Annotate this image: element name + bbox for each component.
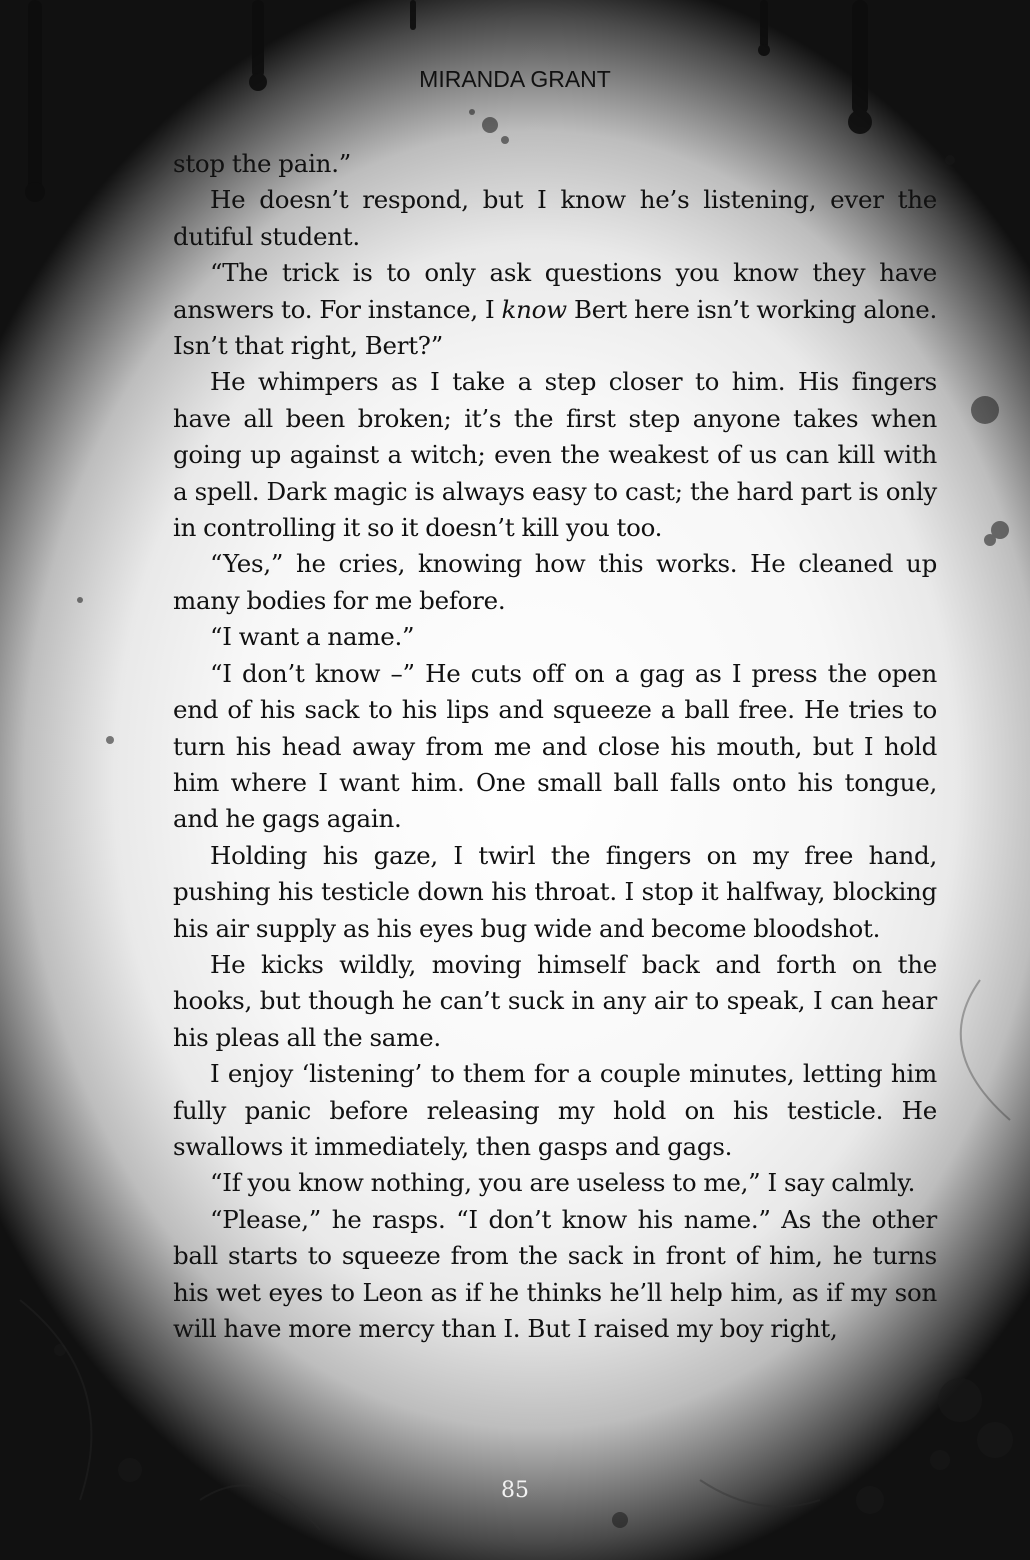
running-header-author: MIRANDA GRANT bbox=[419, 66, 611, 92]
body-text bbox=[173, 146, 937, 1347]
paragraph: He whimpers as I take a step closer to him. His fingers have all been broken; it’s the first step anyone takes when going up against a witch; even the weakest of us can kill with a spell. Dark magic is always easy to cast; the hard part is only in controlling it so it doesn’t kill you too. bbox=[173, 367, 937, 543]
paragraph: I enjoy ‘listening’ to them for a couple minutes, letting him fully panic before releasing my hold on his testicle. He swallows it immediately, then gasps and gags. bbox=[173, 1059, 937, 1161]
emphasized-word: know bbox=[501, 294, 567, 324]
paragraph: “Please,” he rasps. “I don’t know his name.” As the other ball starts to squeeze from the sack in front of him, he turns his wet eyes to Leon as if he thinks he’ll help him, as if my son will have more mercy than I. But I raised my boy right, bbox=[173, 1204, 937, 1343]
paragraph-text: “The trick is to only ask questions you know they have answers to. For instance, I bbox=[173, 258, 937, 324]
paragraph: He kicks wildly, moving himself back and forth on the hooks, but though he can’t suck in any air to speak, I can hear his pleas all the same. bbox=[173, 949, 937, 1052]
paragraph: “Yes,” he cries, knowing how this works. He cleaned up many bodies for me before. bbox=[173, 549, 937, 615]
paragraph: “If you know nothing, you are useless to me,” I say calmly. bbox=[210, 1168, 916, 1198]
paragraph-text: Bert here isn’t working alone. Isn’t that right, Bert?” bbox=[173, 294, 937, 361]
paragraph bbox=[173, 255, 937, 364]
paragraph: He doesn’t respond, but I know he’s listening, ever the dutiful student. bbox=[173, 185, 937, 251]
paragraph: Holding his gaze, I twirl the fingers on my free hand, pushing his testicle down his throat. I stop it halfway, blocking his air supply as his eyes bug wide and become bloodshot. bbox=[173, 840, 937, 943]
paragraph: stop the pain.” bbox=[173, 149, 352, 178]
page-number: 85 bbox=[501, 1478, 529, 1503]
paragraph: “I want a name.” bbox=[210, 622, 415, 652]
paragraph: “I don’t know –” He cuts off on a gag as I press the open end of his sack to his lips and squeeze a ball free. He tries to turn his head away from me and close his mouth, but I hold him where I want him. One small ball falls onto his tongue, and he gags again. bbox=[173, 658, 937, 834]
